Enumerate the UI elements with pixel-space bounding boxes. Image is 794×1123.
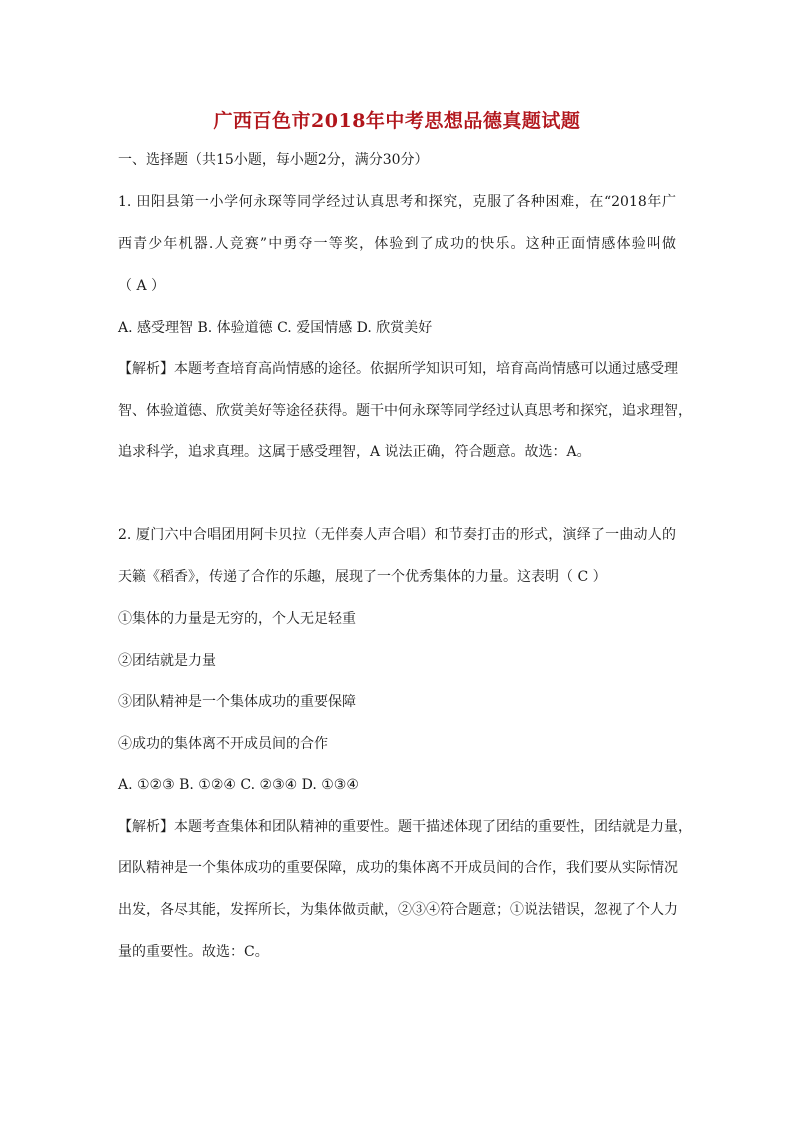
- q2-statement-2: ②团结就是力量: [118, 653, 216, 669]
- q1-analysis-line-2: 智、体验道德、欣赏美好等途径获得。题干中何永琛等同学经过认真思考和探究，追求理智，: [118, 403, 692, 419]
- q2-options: A. ①②③ B. ①②④ C. ②③④ D. ①③④: [118, 777, 359, 793]
- q2-stem-line-1: 2. 厦门六中合唱团用阿卡贝拉（无伴奏人声合唱）和节奏打击的形式，演绎了一曲动人的: [118, 527, 676, 543]
- q1-stem-line-1: 1. 田阳县第一小学何永琛等同学经过认真思考和探究，克服了各种困难，在“2018年广: [118, 194, 676, 210]
- q2-statement-1: ①集体的力量是无穷的，个人无足轻重: [118, 611, 356, 627]
- q1-options: A. 感受理智 B. 体验道德 C. 爱国情感 D. 欣赏美好: [118, 320, 433, 336]
- document-title: 广西百色市2018年中考思想品德真题试题: [213, 110, 581, 132]
- q2-analysis-line-3: 出发，各尽其能，发挥所长，为集体做贡献，②③④符合题意；①说法错误，忽视了个人力: [118, 902, 678, 918]
- section-heading: 一、选择题（共15小题，每小题2分，满分30分）: [118, 152, 429, 168]
- q2-analysis-line-4: 量的重要性。故选：C。: [118, 944, 269, 960]
- q1-answer-blank: （ A ）: [118, 278, 166, 294]
- q2-stem-line-2: 天籁《稻香》，传递了合作的乐趣，展现了一个优秀集体的力量。这表明（ C ）: [118, 569, 607, 585]
- q1-stem-line-2: 西青少年机器.人竞赛”中勇夺一等奖，体验到了成功的快乐。这种正面情感体验叫做: [118, 236, 676, 252]
- q1-analysis-line-3: 追求科学，追求真理。这属于感受理智，A 说法正确，符合题意。故选：A。: [118, 444, 591, 460]
- q2-analysis-line-2: 团队精神是一个集体成功的重要保障，成功的集体离不开成员间的合作，我们要从实际情况: [118, 860, 678, 876]
- q2-statement-3: ③团队精神是一个集体成功的重要保障: [118, 694, 356, 710]
- q2-statement-4: ④成功的集体离不开成员间的合作: [118, 736, 328, 752]
- q1-analysis-line-1: 【解析】本题考查培育高尚情感的途径。依据所学知识可知，培育高尚情感可以通过感受理: [118, 361, 678, 377]
- q2-analysis-line-1: 【解析】本题考查集体和团队精神的重要性。题干描述体现了团结的重要性，团结就是力量，: [118, 819, 692, 835]
